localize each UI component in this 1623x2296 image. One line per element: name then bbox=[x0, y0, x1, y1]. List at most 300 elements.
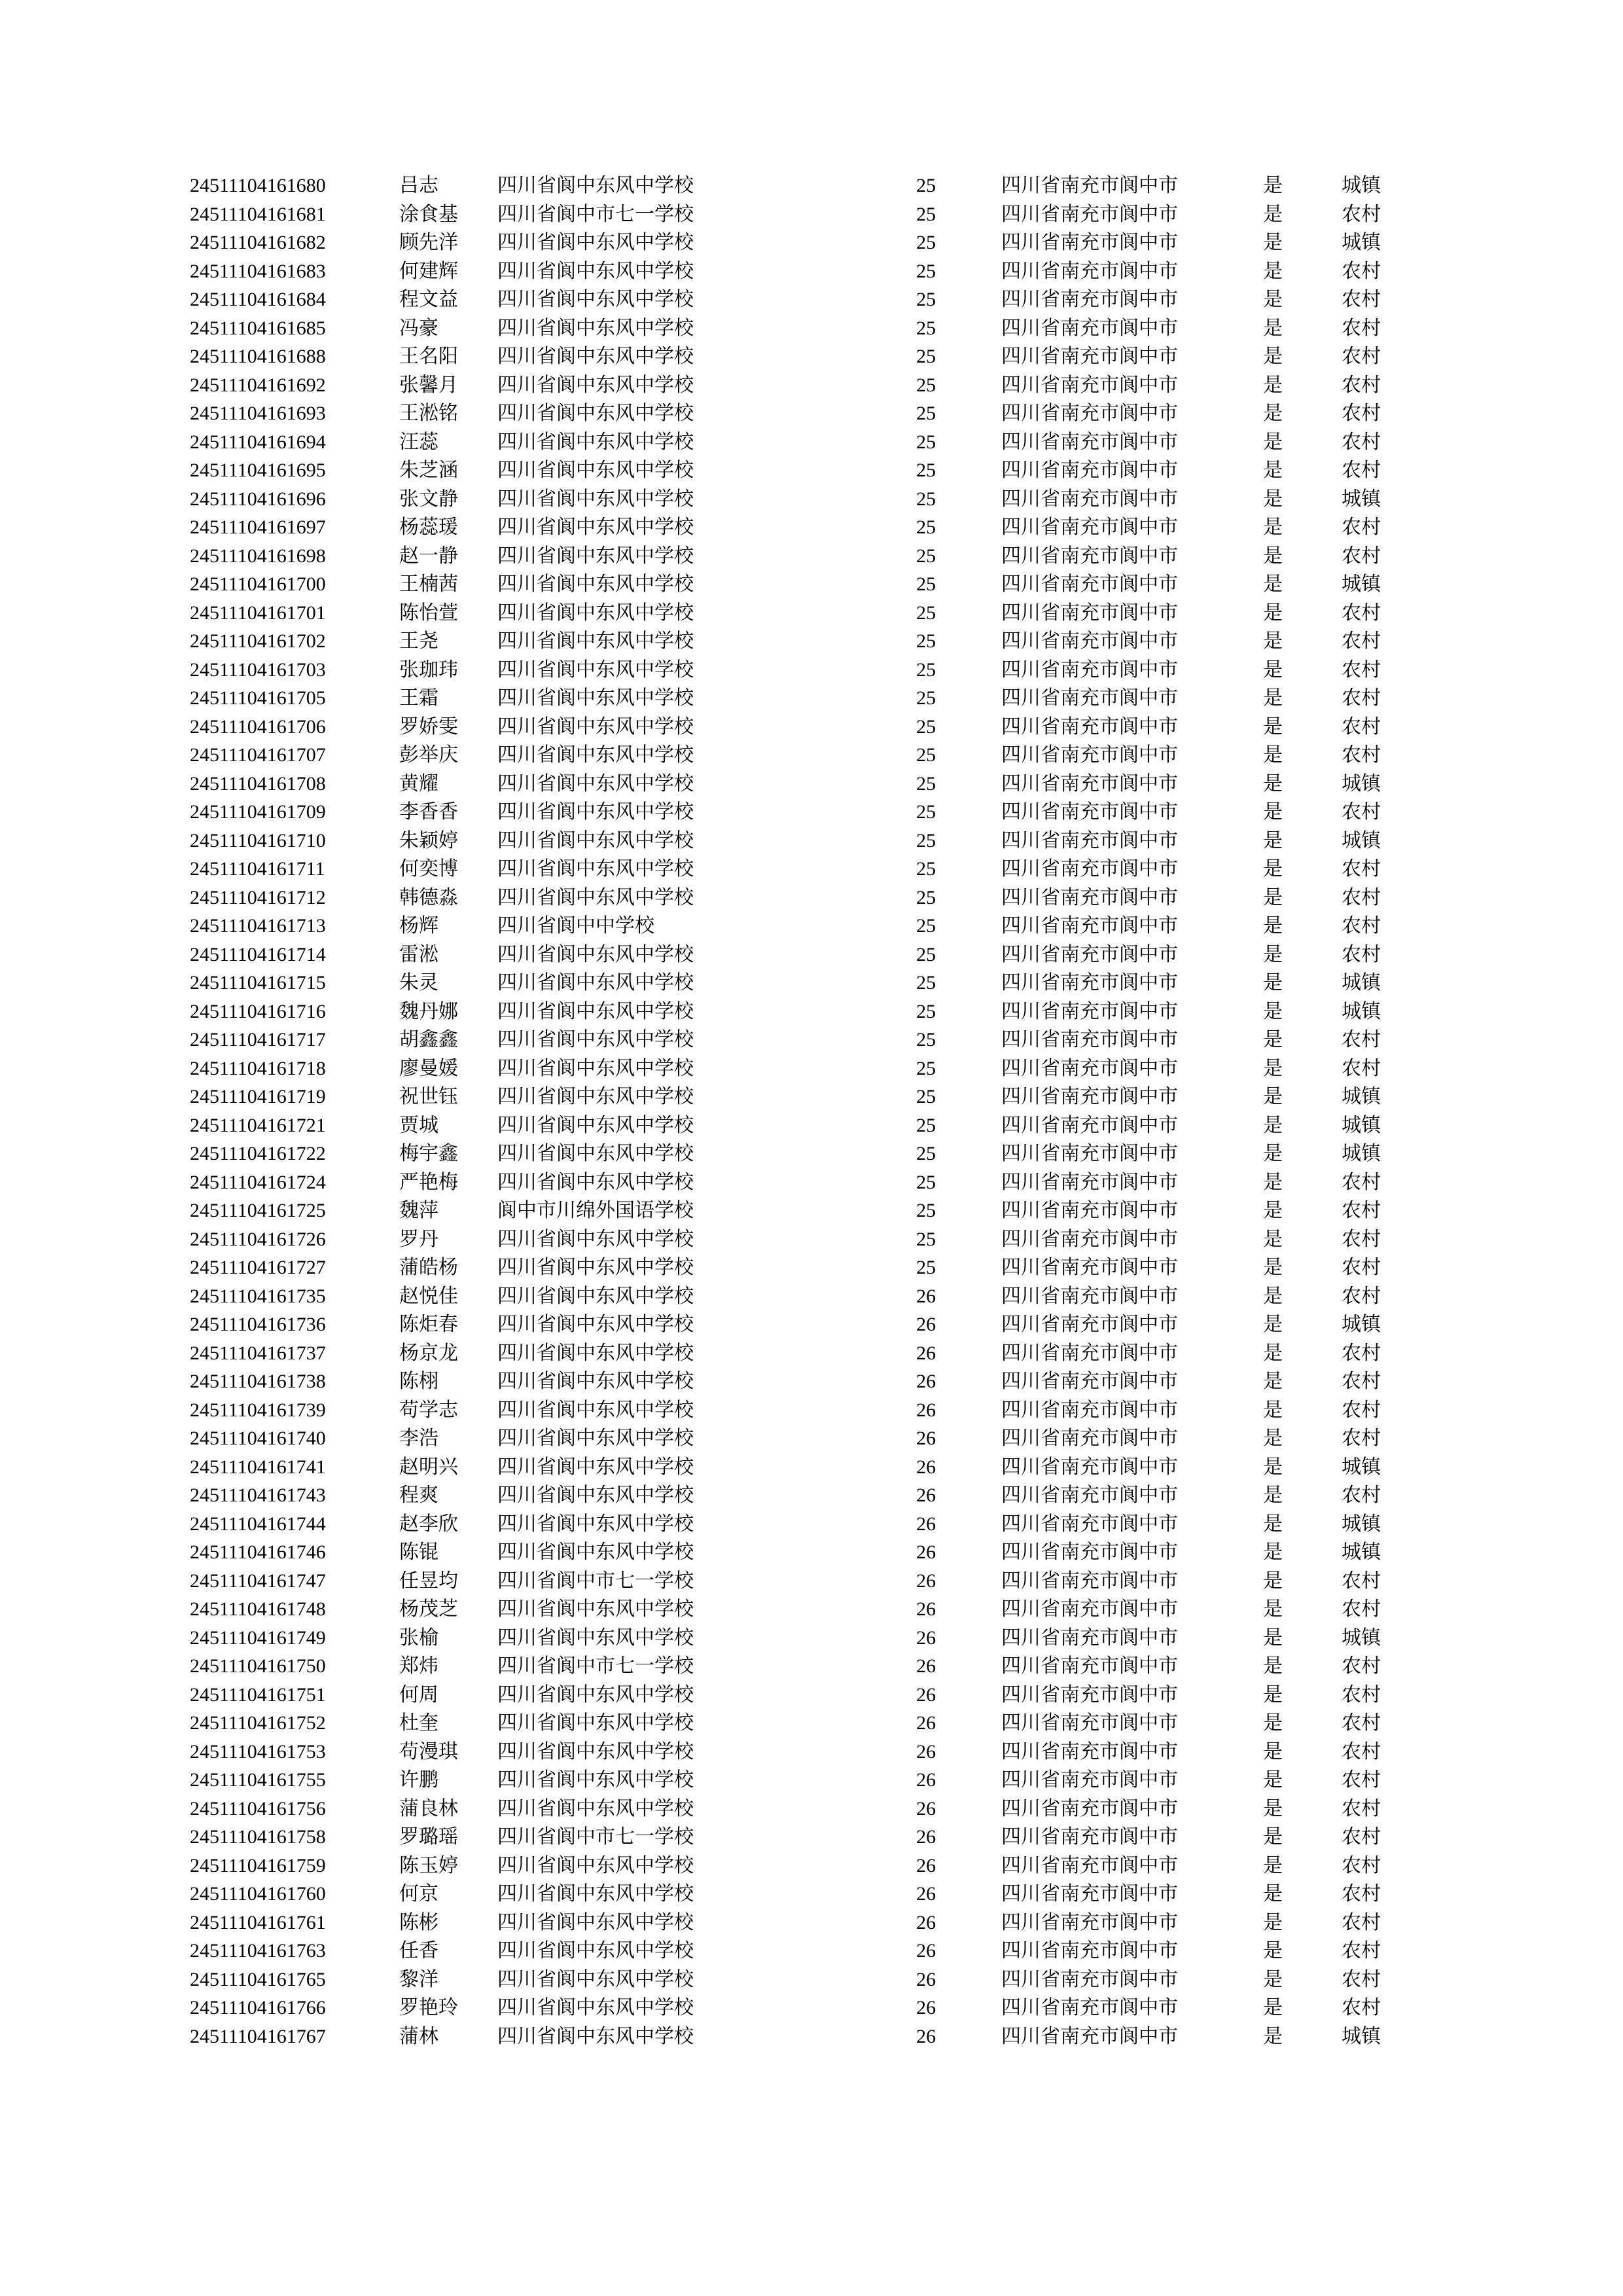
candidate-id: 24511104161756 bbox=[190, 1797, 326, 1820]
candidate-school: 四川省阆中东风中学校 bbox=[497, 829, 694, 852]
exam-room-number: 25 bbox=[916, 175, 936, 196]
household-type: 城镇 bbox=[1342, 1143, 1381, 1164]
candidate-flag: 是 bbox=[1263, 459, 1283, 481]
candidate-id: 24511104161726 bbox=[190, 1228, 326, 1250]
candidate-flag: 是 bbox=[1263, 1797, 1283, 1820]
candidate-name: 蒲皓杨 bbox=[399, 1257, 458, 1278]
household-type: 农村 bbox=[1342, 545, 1381, 567]
candidate-school: 四川省阆中东风中学校 bbox=[497, 1399, 694, 1421]
candidate-region: 四川省南充市阆中市 bbox=[1001, 1740, 1178, 1763]
table-row bbox=[190, 1481, 1433, 1510]
household-type: 农村 bbox=[1342, 1740, 1381, 1763]
candidate-school: 四川省阆中东风中学校 bbox=[497, 1427, 694, 1449]
household-type: 农村 bbox=[1342, 1399, 1381, 1421]
candidate-school: 四川省阆中东风中学校 bbox=[497, 972, 694, 994]
exam-room-number: 26 bbox=[916, 1598, 936, 1620]
candidate-school: 四川省阆中东风中学校 bbox=[497, 801, 694, 823]
candidate-flag: 是 bbox=[1263, 1171, 1283, 1193]
candidate-flag: 是 bbox=[1263, 715, 1283, 738]
candidate-region: 四川省南充市阆中市 bbox=[1001, 232, 1178, 253]
candidate-id: 24511104161749 bbox=[190, 1626, 326, 1649]
candidate-name: 张文静 bbox=[399, 488, 458, 510]
exam-room-number: 25 bbox=[916, 630, 936, 652]
table-row bbox=[190, 1965, 1433, 1994]
candidate-id: 24511104161683 bbox=[190, 260, 326, 282]
household-type: 农村 bbox=[1342, 1883, 1381, 1905]
candidate-region: 四川省南充市阆中市 bbox=[1001, 1143, 1178, 1164]
candidate-id: 24511104161727 bbox=[190, 1257, 326, 1278]
candidate-flag: 是 bbox=[1263, 516, 1283, 538]
household-type: 农村 bbox=[1342, 1427, 1381, 1449]
table-row bbox=[190, 1282, 1433, 1311]
candidate-id: 24511104161681 bbox=[190, 203, 326, 225]
candidate-flag: 是 bbox=[1263, 630, 1283, 652]
household-type: 农村 bbox=[1342, 943, 1381, 965]
candidate-id: 24511104161685 bbox=[190, 317, 326, 339]
table-row bbox=[190, 570, 1433, 599]
table-row bbox=[190, 1852, 1433, 1880]
candidate-flag: 是 bbox=[1263, 1000, 1283, 1022]
candidate-id: 24511104161688 bbox=[190, 346, 326, 367]
candidate-school: 四川省阆中东风中学校 bbox=[497, 1114, 694, 1136]
candidate-id: 24511104161700 bbox=[190, 573, 326, 595]
household-type: 农村 bbox=[1342, 1371, 1381, 1392]
exam-room-number: 25 bbox=[916, 203, 936, 225]
candidate-name: 朱芝涵 bbox=[399, 459, 458, 481]
exam-room-number: 26 bbox=[916, 1997, 936, 2018]
candidate-flag: 是 bbox=[1263, 1513, 1283, 1535]
candidate-flag: 是 bbox=[1263, 346, 1283, 367]
candidate-school: 四川省阆中东风中学校 bbox=[497, 175, 694, 196]
candidate-flag: 是 bbox=[1263, 1854, 1283, 1876]
candidate-id: 24511104161715 bbox=[190, 972, 326, 994]
exam-room-number: 25 bbox=[916, 772, 936, 795]
exam-room-number: 25 bbox=[916, 658, 936, 681]
candidate-school: 四川省阆中东风中学校 bbox=[497, 403, 694, 424]
household-type: 农村 bbox=[1342, 687, 1381, 709]
table-row bbox=[190, 314, 1433, 343]
candidate-region: 四川省南充市阆中市 bbox=[1001, 2025, 1178, 2047]
candidate-id: 24511104161680 bbox=[190, 175, 326, 196]
candidate-id: 24511104161759 bbox=[190, 1854, 326, 1876]
candidate-name: 蒲良林 bbox=[399, 1797, 458, 1820]
candidate-name: 罗璐瑶 bbox=[399, 1826, 458, 1848]
exam-room-number: 26 bbox=[916, 1655, 936, 1677]
candidate-flag: 是 bbox=[1263, 972, 1283, 994]
exam-room-number: 25 bbox=[916, 374, 936, 396]
table-row bbox=[190, 1253, 1433, 1282]
household-type: 农村 bbox=[1342, 1171, 1381, 1193]
table-row bbox=[190, 1909, 1433, 1937]
exam-room-number: 25 bbox=[916, 715, 936, 738]
table-row bbox=[190, 1538, 1433, 1567]
candidate-flag: 是 bbox=[1263, 545, 1283, 567]
candidate-region: 四川省南充市阆中市 bbox=[1001, 886, 1178, 908]
candidate-id: 24511104161761 bbox=[190, 1911, 326, 1933]
candidate-school: 四川省阆中东风中学校 bbox=[497, 1740, 694, 1763]
candidate-name: 陈锟 bbox=[399, 1541, 438, 1563]
candidate-id: 24511104161741 bbox=[190, 1456, 326, 1478]
household-type: 城镇 bbox=[1342, 829, 1381, 852]
household-type: 农村 bbox=[1342, 915, 1381, 937]
table-row bbox=[190, 1652, 1433, 1681]
roster-sheet bbox=[190, 171, 1433, 2051]
exam-room-number: 25 bbox=[916, 972, 936, 994]
candidate-name: 杨辉 bbox=[399, 915, 438, 937]
household-type: 农村 bbox=[1342, 1683, 1381, 1706]
candidate-school: 四川省阆中东风中学校 bbox=[497, 1285, 694, 1307]
exam-room-number: 25 bbox=[916, 516, 936, 538]
household-type: 农村 bbox=[1342, 1057, 1381, 1079]
candidate-name: 彭举庆 bbox=[399, 744, 458, 766]
exam-room-number: 26 bbox=[916, 1683, 936, 1706]
table-row bbox=[190, 171, 1433, 200]
candidate-name: 廖曼媛 bbox=[399, 1057, 458, 1079]
candidate-region: 四川省南充市阆中市 bbox=[1001, 1285, 1178, 1307]
candidate-id: 24511104161746 bbox=[190, 1541, 326, 1563]
candidate-region: 四川省南充市阆中市 bbox=[1001, 943, 1178, 965]
candidate-region: 四川省南充市阆中市 bbox=[1001, 317, 1178, 339]
candidate-region: 四川省南充市阆中市 bbox=[1001, 630, 1178, 652]
household-type: 农村 bbox=[1342, 1997, 1381, 2018]
candidate-name: 王楠茜 bbox=[399, 573, 458, 595]
candidate-region: 四川省南充市阆中市 bbox=[1001, 1314, 1178, 1335]
exam-room-number: 26 bbox=[916, 1883, 936, 1905]
exam-room-number: 25 bbox=[916, 1228, 936, 1250]
candidate-region: 四川省南充市阆中市 bbox=[1001, 1883, 1178, 1905]
exam-room-number: 25 bbox=[916, 801, 936, 823]
candidate-name: 何建辉 bbox=[399, 260, 458, 282]
candidate-region: 四川省南充市阆中市 bbox=[1001, 374, 1178, 396]
exam-room-number: 26 bbox=[916, 1371, 936, 1392]
table-row bbox=[190, 1994, 1433, 2022]
exam-room-number: 25 bbox=[916, 744, 936, 766]
candidate-flag: 是 bbox=[1263, 1712, 1283, 1734]
candidate-region: 四川省南充市阆中市 bbox=[1001, 972, 1178, 994]
candidate-id: 24511104161737 bbox=[190, 1342, 326, 1364]
exam-room-number: 26 bbox=[916, 1513, 936, 1535]
candidate-flag: 是 bbox=[1263, 1057, 1283, 1079]
candidate-region: 四川省南充市阆中市 bbox=[1001, 1797, 1178, 1820]
candidate-name: 吕志 bbox=[399, 175, 438, 196]
candidate-id: 24511104161739 bbox=[190, 1399, 326, 1421]
candidate-flag: 是 bbox=[1263, 1143, 1283, 1164]
candidate-name: 程文益 bbox=[399, 289, 458, 310]
candidate-region: 四川省南充市阆中市 bbox=[1001, 1114, 1178, 1136]
exam-room-number: 26 bbox=[916, 1769, 936, 1791]
candidate-school: 四川省阆中东风中学校 bbox=[497, 1626, 694, 1649]
candidate-region: 四川省南充市阆中市 bbox=[1001, 516, 1178, 538]
exam-room-number: 25 bbox=[916, 1029, 936, 1050]
candidate-region: 四川省南充市阆中市 bbox=[1001, 1854, 1178, 1876]
candidate-flag: 是 bbox=[1263, 1427, 1283, 1449]
household-type: 农村 bbox=[1342, 744, 1381, 766]
candidate-school: 四川省阆中东风中学校 bbox=[497, 715, 694, 738]
household-type: 城镇 bbox=[1342, 1114, 1381, 1136]
candidate-name: 赵一静 bbox=[399, 545, 458, 567]
candidate-name: 王霜 bbox=[399, 687, 438, 709]
exam-room-number: 25 bbox=[916, 829, 936, 852]
candidate-id: 24511104161738 bbox=[190, 1371, 326, 1392]
household-type: 农村 bbox=[1342, 601, 1381, 624]
candidate-region: 四川省南充市阆中市 bbox=[1001, 1029, 1178, 1050]
table-row bbox=[190, 855, 1433, 884]
household-type: 城镇 bbox=[1342, 488, 1381, 510]
candidate-region: 四川省南充市阆中市 bbox=[1001, 601, 1178, 624]
candidate-id: 24511104161707 bbox=[190, 744, 326, 766]
candidate-id: 24511104161695 bbox=[190, 459, 326, 481]
candidate-region: 四川省南充市阆中市 bbox=[1001, 1171, 1178, 1193]
candidate-region: 四川省南充市阆中市 bbox=[1001, 1570, 1178, 1592]
household-type: 城镇 bbox=[1342, 772, 1381, 795]
candidate-region: 四川省南充市阆中市 bbox=[1001, 1484, 1178, 1506]
candidate-name: 陈彬 bbox=[399, 1911, 438, 1933]
candidate-flag: 是 bbox=[1263, 1740, 1283, 1763]
exam-room-number: 26 bbox=[916, 1427, 936, 1449]
candidate-name: 涂食基 bbox=[399, 203, 458, 225]
candidate-name: 黄耀 bbox=[399, 772, 438, 795]
candidate-id: 24511104161697 bbox=[190, 516, 326, 538]
exam-room-number: 25 bbox=[916, 260, 936, 282]
exam-room-number: 25 bbox=[916, 1086, 936, 1107]
exam-room-number: 25 bbox=[916, 886, 936, 908]
table-row bbox=[190, 228, 1433, 257]
candidate-name: 苟学志 bbox=[399, 1399, 458, 1421]
candidate-name: 张榆 bbox=[399, 1626, 438, 1649]
table-row bbox=[190, 1453, 1433, 1482]
household-type: 农村 bbox=[1342, 1655, 1381, 1677]
candidate-name: 王名阳 bbox=[399, 346, 458, 367]
household-type: 农村 bbox=[1342, 289, 1381, 310]
candidate-school: 四川省阆中东风中学校 bbox=[497, 1228, 694, 1250]
candidate-school: 四川省阆中东风中学校 bbox=[497, 2025, 694, 2047]
household-type: 农村 bbox=[1342, 858, 1381, 880]
exam-room-number: 26 bbox=[916, 1484, 936, 1506]
exam-room-number: 25 bbox=[916, 317, 936, 339]
table-row bbox=[190, 1054, 1433, 1083]
candidate-region: 四川省南充市阆中市 bbox=[1001, 687, 1178, 709]
candidate-flag: 是 bbox=[1263, 1826, 1283, 1848]
candidate-name: 王尧 bbox=[399, 630, 438, 652]
candidate-name: 杨蕊瑗 bbox=[399, 516, 458, 538]
candidate-id: 24511104161711 bbox=[190, 858, 325, 880]
candidate-id: 24511104161709 bbox=[190, 801, 326, 823]
candidate-flag: 是 bbox=[1263, 943, 1283, 965]
candidate-school: 四川省阆中东风中学校 bbox=[497, 1683, 694, 1706]
candidate-id: 24511104161767 bbox=[190, 2025, 326, 2047]
candidate-region: 四川省南充市阆中市 bbox=[1001, 1371, 1178, 1392]
candidate-school: 四川省阆中东风中学校 bbox=[497, 1598, 694, 1620]
candidate-name: 朱颖婷 bbox=[399, 829, 458, 852]
candidate-region: 四川省南充市阆中市 bbox=[1001, 1513, 1178, 1535]
candidate-region: 四川省南充市阆中市 bbox=[1001, 1655, 1178, 1677]
candidate-school: 四川省阆中东风中学校 bbox=[497, 1797, 694, 1820]
exam-room-number: 25 bbox=[916, 459, 936, 481]
candidate-flag: 是 bbox=[1263, 289, 1283, 310]
household-type: 农村 bbox=[1342, 1029, 1381, 1050]
candidate-school: 四川省阆中东风中学校 bbox=[497, 232, 694, 253]
exam-room-number: 25 bbox=[916, 858, 936, 880]
household-type: 农村 bbox=[1342, 1968, 1381, 1990]
candidate-id: 24511104161766 bbox=[190, 1997, 326, 2018]
table-row bbox=[190, 513, 1433, 542]
candidate-region: 四川省南充市阆中市 bbox=[1001, 1626, 1178, 1649]
exam-room-number: 25 bbox=[916, 545, 936, 567]
exam-room-number: 26 bbox=[916, 1826, 936, 1848]
candidate-name: 何奕博 bbox=[399, 858, 458, 880]
table-row bbox=[190, 257, 1433, 286]
candidate-school: 四川省阆中东风中学校 bbox=[497, 772, 694, 795]
candidate-flag: 是 bbox=[1263, 744, 1283, 766]
table-row bbox=[190, 542, 1433, 571]
table-row bbox=[190, 997, 1433, 1026]
candidate-name: 任香 bbox=[399, 1940, 438, 1962]
candidate-school: 四川省阆中东风中学校 bbox=[497, 630, 694, 652]
table-row bbox=[190, 1823, 1433, 1852]
table-row bbox=[190, 1367, 1433, 1396]
table-row bbox=[190, 941, 1433, 969]
table-row bbox=[190, 656, 1433, 685]
household-type: 城镇 bbox=[1342, 1513, 1381, 1535]
table-row bbox=[190, 627, 1433, 656]
candidate-name: 黎洋 bbox=[399, 1968, 438, 1990]
candidate-flag: 是 bbox=[1263, 1598, 1283, 1620]
exam-room-number: 26 bbox=[916, 1342, 936, 1364]
exam-room-number: 25 bbox=[916, 1143, 936, 1164]
candidate-name: 郑炜 bbox=[399, 1655, 438, 1677]
table-row bbox=[190, 1168, 1433, 1197]
table-row bbox=[190, 1624, 1433, 1653]
exam-room-number: 25 bbox=[916, 1000, 936, 1022]
candidate-school: 阆中市川绵外国语学校 bbox=[497, 1200, 694, 1221]
candidate-region: 四川省南充市阆中市 bbox=[1001, 1200, 1178, 1221]
candidate-id: 24511104161758 bbox=[190, 1826, 326, 1848]
table-row bbox=[190, 2022, 1433, 2051]
candidate-school: 四川省阆中东风中学校 bbox=[497, 545, 694, 567]
table-row bbox=[190, 599, 1433, 628]
candidate-flag: 是 bbox=[1263, 1257, 1283, 1278]
candidate-school: 四川省阆中东风中学校 bbox=[497, 374, 694, 396]
table-row bbox=[190, 827, 1433, 855]
candidate-school: 四川省阆中东风中学校 bbox=[497, 1143, 694, 1164]
candidate-name: 魏萍 bbox=[399, 1200, 438, 1221]
table-row bbox=[190, 371, 1433, 400]
candidate-id: 24511104161717 bbox=[190, 1029, 326, 1050]
candidate-name: 汪蕊 bbox=[399, 431, 438, 453]
exam-room-number: 25 bbox=[916, 289, 936, 310]
candidate-flag: 是 bbox=[1263, 858, 1283, 880]
table-row bbox=[190, 1595, 1433, 1624]
household-type: 农村 bbox=[1342, 1285, 1381, 1307]
candidate-school: 四川省阆中东风中学校 bbox=[497, 1029, 694, 1050]
household-type: 农村 bbox=[1342, 886, 1381, 908]
household-type: 城镇 bbox=[1342, 1626, 1381, 1649]
household-type: 农村 bbox=[1342, 1257, 1381, 1278]
exam-room-number: 25 bbox=[916, 915, 936, 937]
exam-room-number: 25 bbox=[916, 403, 936, 424]
table-row bbox=[190, 1937, 1433, 1965]
candidate-school: 四川省阆中东风中学校 bbox=[497, 601, 694, 624]
table-row bbox=[190, 1424, 1433, 1453]
candidate-name: 贾城 bbox=[399, 1114, 438, 1136]
candidate-id: 24511104161750 bbox=[190, 1655, 326, 1677]
candidate-region: 四川省南充市阆中市 bbox=[1001, 1086, 1178, 1107]
table-row bbox=[190, 1681, 1433, 1710]
candidate-flag: 是 bbox=[1263, 1968, 1283, 1990]
candidate-flag: 是 bbox=[1263, 772, 1283, 795]
candidate-school: 四川省阆中东风中学校 bbox=[497, 1541, 694, 1563]
candidate-region: 四川省南充市阆中市 bbox=[1001, 203, 1178, 225]
candidate-school: 四川省阆中东风中学校 bbox=[497, 1171, 694, 1193]
candidate-flag: 是 bbox=[1263, 374, 1283, 396]
candidate-id: 24511104161716 bbox=[190, 1000, 326, 1022]
candidate-region: 四川省南充市阆中市 bbox=[1001, 858, 1178, 880]
candidate-id: 24511104161744 bbox=[190, 1513, 326, 1535]
candidate-name: 魏丹娜 bbox=[399, 1000, 458, 1022]
exam-room-number: 25 bbox=[916, 1057, 936, 1079]
table-row bbox=[190, 1339, 1433, 1368]
candidate-id: 24511104161714 bbox=[190, 943, 326, 965]
table-row bbox=[190, 1083, 1433, 1111]
candidate-id: 24511104161748 bbox=[190, 1598, 326, 1620]
candidate-region: 四川省南充市阆中市 bbox=[1001, 1940, 1178, 1962]
candidate-region: 四川省南充市阆中市 bbox=[1001, 403, 1178, 424]
exam-room-number: 25 bbox=[916, 1114, 936, 1136]
candidate-flag: 是 bbox=[1263, 1371, 1283, 1392]
candidate-region: 四川省南充市阆中市 bbox=[1001, 175, 1178, 196]
candidate-region: 四川省南充市阆中市 bbox=[1001, 1000, 1178, 1022]
candidate-name: 严艳梅 bbox=[399, 1171, 458, 1193]
candidate-name: 李香香 bbox=[399, 801, 458, 823]
candidate-region: 四川省南充市阆中市 bbox=[1001, 1826, 1178, 1848]
candidate-school: 四川省阆中市七一学校 bbox=[497, 1655, 694, 1677]
candidate-region: 四川省南充市阆中市 bbox=[1001, 829, 1178, 852]
table-row bbox=[190, 1567, 1433, 1596]
candidate-id: 24511104161718 bbox=[190, 1057, 326, 1079]
exam-room-number: 26 bbox=[916, 1712, 936, 1734]
candidate-region: 四川省南充市阆中市 bbox=[1001, 1712, 1178, 1734]
household-type: 农村 bbox=[1342, 1940, 1381, 1962]
exam-room-number: 26 bbox=[916, 1541, 936, 1563]
candidate-flag: 是 bbox=[1263, 1029, 1283, 1050]
candidate-id: 24511104161736 bbox=[190, 1314, 326, 1335]
candidate-name: 雷淞 bbox=[399, 943, 438, 965]
candidate-flag: 是 bbox=[1263, 175, 1283, 196]
candidate-name: 罗艳玲 bbox=[399, 1997, 458, 2018]
candidate-id: 24511104161694 bbox=[190, 431, 326, 453]
candidate-flag: 是 bbox=[1263, 829, 1283, 852]
candidate-region: 四川省南充市阆中市 bbox=[1001, 772, 1178, 795]
table-row bbox=[190, 200, 1433, 229]
candidate-flag: 是 bbox=[1263, 573, 1283, 595]
candidate-school: 四川省阆中东风中学校 bbox=[497, 858, 694, 880]
table-row bbox=[190, 912, 1433, 941]
candidate-name: 陈炬春 bbox=[399, 1314, 458, 1335]
candidate-school: 四川省阆中东风中学校 bbox=[497, 744, 694, 766]
household-type: 农村 bbox=[1342, 346, 1381, 367]
candidate-region: 四川省南充市阆中市 bbox=[1001, 658, 1178, 681]
candidate-school: 四川省阆中东风中学校 bbox=[497, 1940, 694, 1962]
household-type: 农村 bbox=[1342, 1570, 1381, 1592]
candidate-region: 四川省南充市阆中市 bbox=[1001, 1257, 1178, 1278]
table-row bbox=[190, 741, 1433, 770]
candidate-name: 胡鑫鑫 bbox=[399, 1029, 458, 1050]
candidate-school: 四川省阆中东风中学校 bbox=[497, 1883, 694, 1905]
table-row bbox=[190, 456, 1433, 485]
candidate-flag: 是 bbox=[1263, 658, 1283, 681]
candidate-region: 四川省南充市阆中市 bbox=[1001, 1228, 1178, 1250]
candidate-name: 杨京龙 bbox=[399, 1342, 458, 1364]
